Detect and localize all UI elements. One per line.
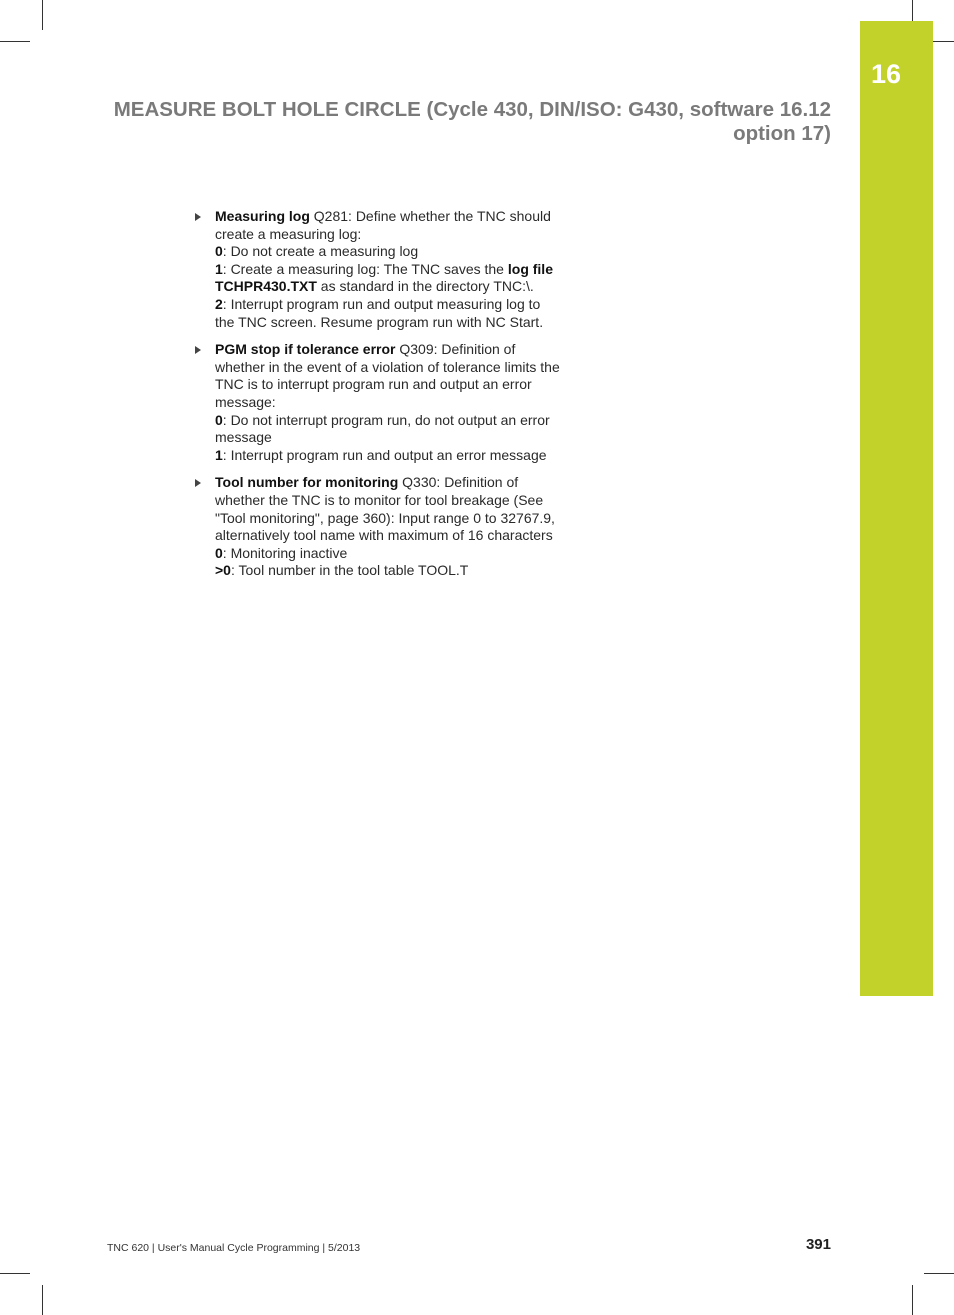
option-line: 0: Do not create a measuring log: [215, 243, 419, 260]
option-line: 0: Do not interrupt program run, do not output an error message: [215, 411, 550, 446]
chapter-number: 16: [870, 59, 902, 89]
option-line: 0: Monitoring inactive: [215, 544, 348, 561]
crop-mark: [0, 1273, 30, 1274]
option-line: >0: Tool number in the tool table TOOL.T: [215, 562, 469, 579]
param-name: PGM stop if tolerance error: [215, 341, 396, 358]
footer-text: TNC 620 | User's Manual Cycle Programming | 5/2013: [107, 1242, 361, 1254]
crop-mark: [912, 1285, 913, 1315]
param-name: Tool number for monitoring: [215, 474, 399, 491]
list-item: [192, 208, 562, 331]
list-item: [192, 341, 562, 464]
crop-mark: [924, 1273, 954, 1274]
param-description: Measuring log Q281: Define whether the TNC should create a measuring log:: [215, 208, 551, 242]
bullet-arrow-icon: [195, 213, 201, 221]
crop-mark: [42, 1285, 43, 1315]
param-name: Measuring log: [215, 208, 310, 224]
parameter-list: [192, 208, 562, 590]
crop-mark: [0, 41, 30, 42]
title-line-2: option 17): [733, 122, 831, 145]
option-line: 1: Interrupt program run and output an error message: [215, 446, 547, 463]
list-item: [192, 474, 562, 580]
page-number: 391: [805, 1236, 831, 1253]
option-line: 2: Interrupt program run and output measuring log to the TNC screen. Resume program run with NC Start.: [215, 295, 544, 330]
page-title: [100, 98, 831, 146]
chapter-tab: [860, 21, 933, 996]
title-line-1: MEASURE BOLT HOLE CIRCLE (Cycle 430, DIN/ISO: G430, software 16.12: [113, 98, 831, 121]
bullet-arrow-icon: [195, 479, 201, 487]
option-line: 1: Create a measuring log: The TNC saves the log file TCHPR430.TXT as standard in the directory TNC:\.: [215, 260, 553, 295]
crop-mark: [42, 0, 43, 30]
param-description: PGM stop if tolerance error Q309: Definition of whether in the event of a violation of tolerance limits the TNC is to interrupt program run and output an error message:: [215, 341, 560, 410]
param-description: Tool number for monitoring Q330: Definition of whether the TNC is to monitor for tool breakage (See "Tool monitoring", page 360): Input range 0 to 32767.9, alternatively tool name with maximum of 16 characters: [215, 474, 555, 544]
bullet-arrow-icon: [195, 346, 201, 354]
